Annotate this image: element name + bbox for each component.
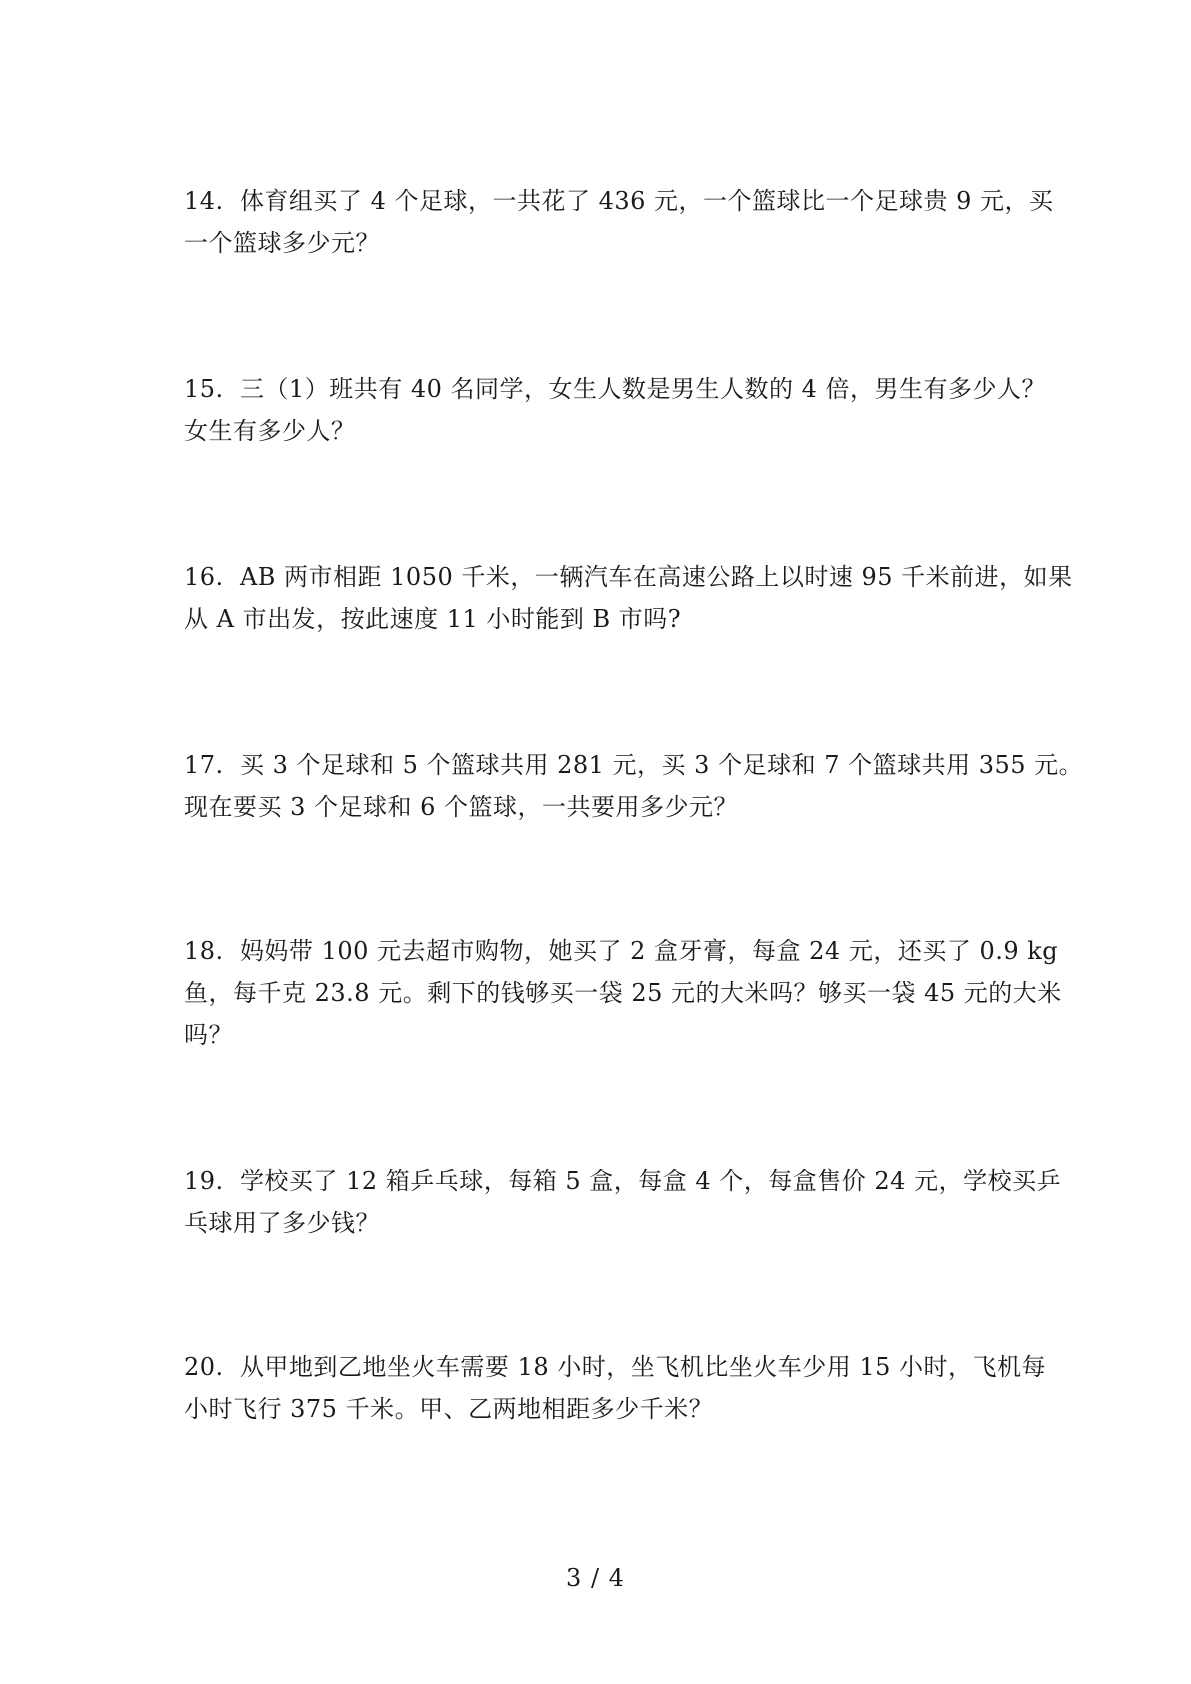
problem-text: 从甲地到乙地坐火车需要 18 小时，坐飞机比坐火车少用 15 小时，飞机每 <box>239 1353 1047 1381</box>
problem-number: 14. <box>184 187 224 215</box>
problem-text: 学校买了 12 箱乒乓球，每箱 5 盒，每盒 4 个，每盒售价 24 元，学校买乒 <box>239 1167 1062 1195</box>
problem-18 <box>184 930 1062 1056</box>
problem-line: 乓球用了多少钱？ <box>184 1209 380 1237</box>
problem-line <box>184 744 1084 786</box>
problem-number: 17. <box>184 751 224 779</box>
problem-line: 现在要买 3 个足球和 6 个篮球，一共要用多少元？ <box>184 793 739 821</box>
problem-number: 20. <box>184 1353 224 1381</box>
problem-line: 从 A 市出发，按此速度 11 小时能到 B 市吗? <box>184 605 682 633</box>
problem-number: 16. <box>184 563 224 591</box>
page-number: 3 / 4 <box>566 1564 625 1592</box>
problem-17 <box>184 744 1084 828</box>
problem-text: AB 两市相距 1050 千米，一辆汽车在高速公路上以时速 95 千米前进，如果 <box>239 563 1073 591</box>
problem-line: 小时飞行 375 千米。甲、乙两地相距多少千米？ <box>184 1395 714 1423</box>
problem-line <box>184 930 1059 972</box>
problem-19 <box>184 1160 1062 1244</box>
problem-text: 体育组买了 4 个足球，一共花了 436 元，一个篮球比一个足球贵 9 元，买 <box>239 187 1054 215</box>
problem-16 <box>184 556 1073 640</box>
problem-14 <box>184 180 1054 264</box>
problem-number: 18. <box>184 937 224 965</box>
problem-line <box>184 1346 1047 1388</box>
problem-20 <box>184 1346 1047 1430</box>
problem-text: 三（1）班共有 40 名同学，女生人数是男生人数的 4 倍，男生有多少人？ <box>239 375 1047 403</box>
problem-line: 一个篮球多少元？ <box>184 229 380 257</box>
problem-number: 15. <box>184 375 224 403</box>
problem-text: 妈妈带 100 元去超市购物，她买了 2 盒牙膏，每盒 24 元，还买了 0.9 kg <box>239 937 1059 965</box>
problem-line: 鱼，每千克 23.8 元。剩下的钱够买一袋 25 元的大米吗？够买一袋 45 元的大米 <box>184 979 1062 1007</box>
problem-line <box>184 556 1073 598</box>
problem-line: 吗？ <box>184 1021 233 1049</box>
problem-line: 女生有多少人？ <box>184 417 356 445</box>
problem-line <box>184 1160 1062 1202</box>
problem-number: 19. <box>184 1167 224 1195</box>
problem-15 <box>184 368 1047 452</box>
problem-text: 买 3 个足球和 5 个篮球共用 281 元，买 3 个足球和 7 个篮球共用 355 元。 <box>239 751 1084 779</box>
problem-line <box>184 368 1047 410</box>
problem-line <box>184 180 1054 222</box>
